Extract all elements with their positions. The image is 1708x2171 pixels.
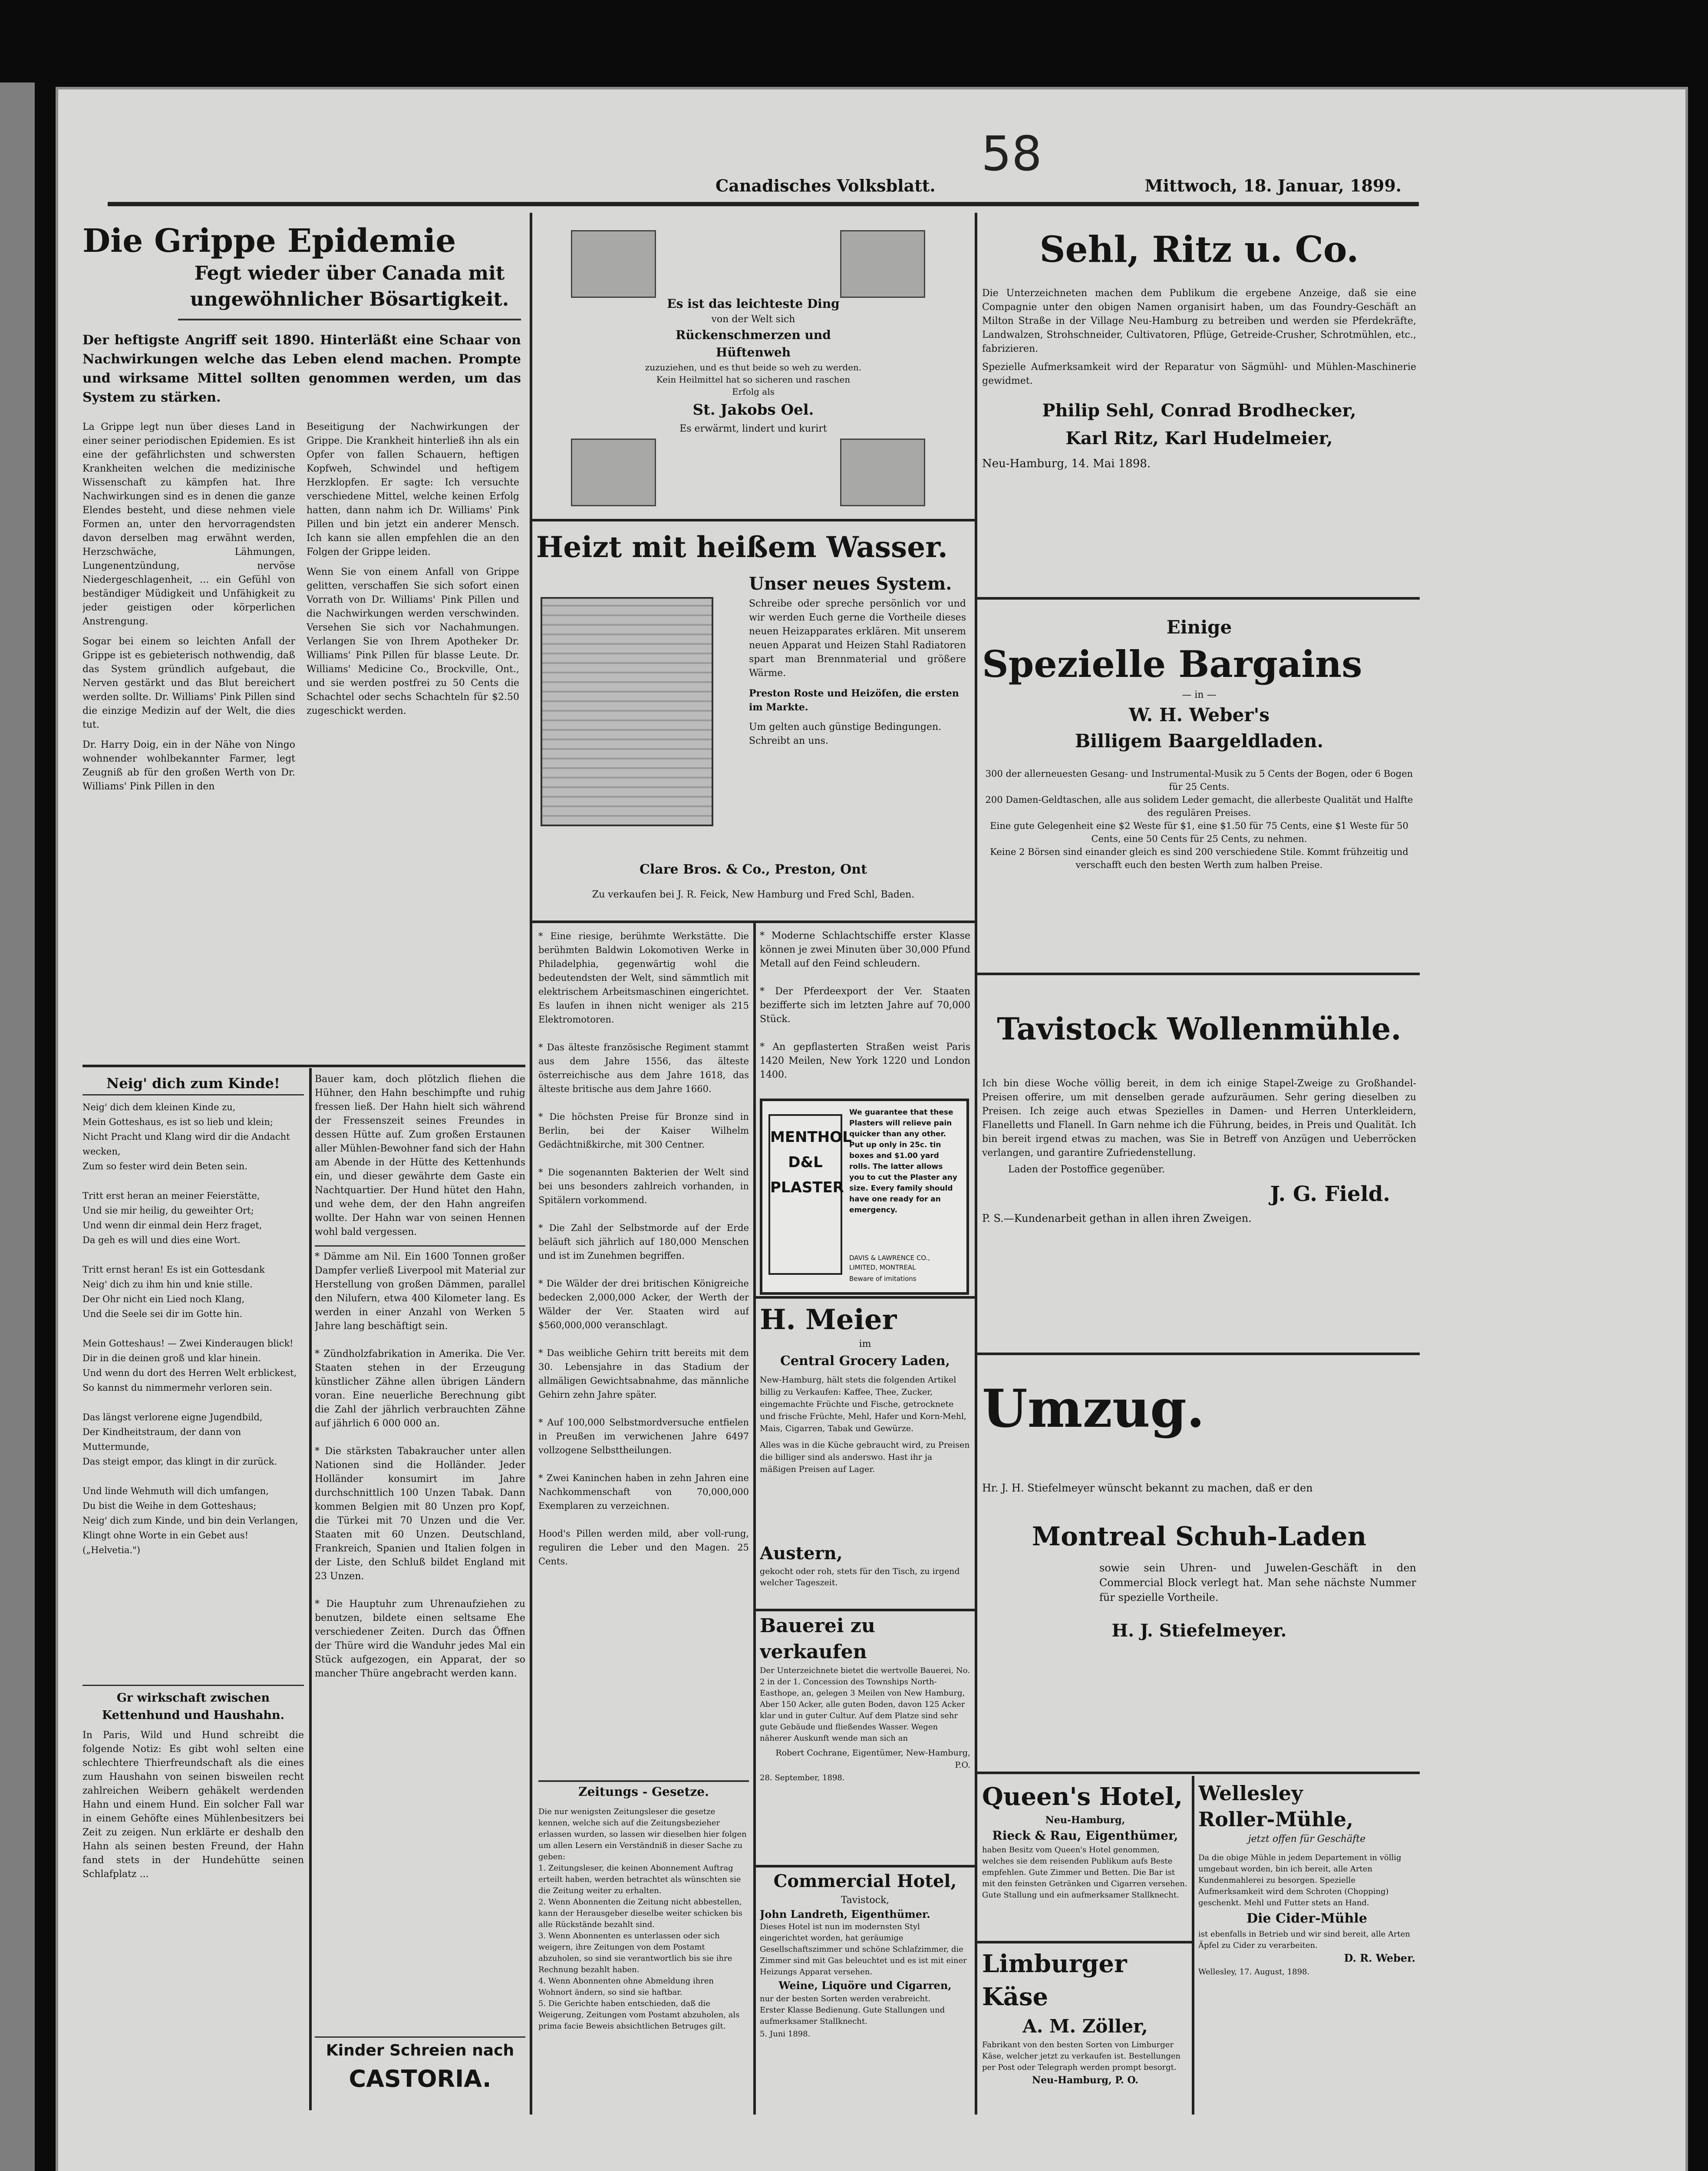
ad-date: Wellesley, 17. August, 1898. xyxy=(1198,1967,1310,1976)
meier-ad xyxy=(760,1303,970,1563)
oyster-ad xyxy=(760,1541,970,1607)
umzug-ad xyxy=(982,1376,1416,1763)
story-continuation: Bauer kam, doch plötzlich fliehen die Hühner, den Hahn beschimpfte und ruhig fressen ließ. Der Hahn hielt sich während der Fressenszeit seines Freundes in dessen Hütte auf. Zum großen Erstaunen aller Mühlen-Bewohner fand sich der Hahn am Abende in der Hütte des Kettenhunds ein, und dieser gewährte dem Gaste ein Nachtquartier. Der Hund hütet den Hahn, und wehe dem, der den Hahn angreifen wollte. Der Hahn war von seinen Hennen wohl bald vergessen. xyxy=(315,1074,525,1237)
ad-text: Laden der Postoffice gegenüber. xyxy=(1008,1164,1165,1175)
hotel-owner: Rieck & Rau, Eigenthümer, xyxy=(992,1828,1178,1843)
section-rule xyxy=(532,519,975,521)
ad-text: Um gelten auch günstige Bedingungen. Schreibt an uns. xyxy=(749,722,942,746)
ad-text: Erster Klasse Bedienung. Gute Stallungen und aufmerksamer Stallknecht. xyxy=(760,2006,945,2026)
story-title: Gr wirkschaft zwischen Kettenhund und Haushahn. xyxy=(82,1685,304,1724)
adjacent-page-edge xyxy=(0,82,35,2171)
hotel-location: Neu-Hamburg, xyxy=(1045,1815,1125,1826)
illustration xyxy=(571,439,656,506)
ad-text: Alles was in die Küche gebraucht wird, zu Preisen die billiger sind als anderswo. Hast ihr ja mäßigen Preisen auf Lager. xyxy=(760,1440,970,1474)
hotel-name: Queen's Hotel, xyxy=(982,1782,1183,1811)
ad-date: 5. Juni 1898. xyxy=(760,2029,811,2039)
notes-column xyxy=(315,1072,525,2028)
ad-date: Neu-Hamburg, 14. Mai 1898. xyxy=(982,457,1151,470)
plaster-brand: MENTHOL D&L PLASTER xyxy=(768,1114,842,1275)
sehl-ritz-ad xyxy=(982,226,1416,573)
column-rule xyxy=(309,1068,312,2110)
ad-text: 300 der allerneuesten Gesang- und Instrumental-Musik zu 5 Cents der Bogen, oder 6 Bogen für 25 Cents. 200 Damen-Geldtaschen, alle aus solidem Leder gemacht, die allerbeste Qualität und Halfte des regulären Preises. Eine gute Gelegenheit eine $2 Weste für $1, eine $1.50 für 75 Cents, eine $1 Weste für 50 Cents, eine 50 Cents für 25 Cents, zu nehmen. Keine 2 Börsen sind einander gleich es sind 200 verschiedene Stile. Kommt frühzeitig und verschafft euch den besten Werth zum halben Preise. xyxy=(985,769,1413,870)
manufacturer: Clare Bros. & Co., Preston, Ont xyxy=(640,862,867,877)
misc-notes xyxy=(538,929,749,1780)
weber-bargains-ad xyxy=(982,614,1416,957)
news-notes: * Dämme am Nil. Ein 1600 Tonnen großer Dampfer verließ Liverpool mit Material zur Herstellung von großen Dämmen, parallel den Nilufern, etwa 400 Kilometer lang. Es werden in einer Anzahl von Werken 5 Jahre lang beschäftigt sein. * Zündholzfabrikation in Amerika. Die Ver. Staaten stehen in der Erzeugung künstlicher Zähne allen übrigen Ländern voran. Eine neuerliche Berechnung gibt die Zahl der jährlich verbrauchten Zähne auf jährlich 6 000 000 an. * Die stärksten Tabakraucher unter allen Nationen sind die Holländer. Jeder Holländer konsumirt im Jahre durchschnittlich 100 Unzen Tabak. Dann kommen Belgien mit 80 Unzen pro Kopf, die Türkei mit 70 Unzen und die Ver. Staaten mit 60 Unzen. Deutschland, Frankreich, Spanien und Italien folgen in der Liste, den Schluß bildet England mit 23 Unzen. * Die Hauptuhr zum Uhrenaufziehen zu benutzen, bildete einen seltsame Ehe verschiedener Zeiten. Durch das Öffnen der Thüre wird die Wanduhr jedes Mal ein Stück aufgezogen, ein Apparat, der so mancher Thüre angebracht werden kann. xyxy=(315,1245,525,1681)
section-rule xyxy=(755,1296,975,1299)
ad-subhead: Unser neues System. xyxy=(749,574,952,594)
roller-mill-ad xyxy=(1198,1780,1415,2110)
section-rule xyxy=(977,1772,1420,1774)
ad-subhead: Die Cider-Mühle xyxy=(1246,1911,1367,1926)
article-title: Die Grippe Epidemie xyxy=(82,222,456,260)
poem xyxy=(82,1072,304,1680)
mill-name: Wellesley xyxy=(1198,1782,1303,1805)
column-rule xyxy=(530,213,532,2115)
hotel-name: Commercial Hotel, xyxy=(773,1871,957,1891)
column-rule xyxy=(1192,1776,1194,2115)
ad-line: zuzuziehen, und es thut beide so weh zu werden. Kein Heilmittel hat so sicheren und raschen Erfolg als xyxy=(645,362,862,397)
commercial-hotel-ad xyxy=(760,1869,970,2112)
article-paragraph: La Grippe legt nun über dieses Land in einer seiner periodischen Epidemien. Es ist eine der gefährlichsten und schwersten Krankheiten welchen die medizinische Wissenschaft zu kämpfen hat. Ihre Nachwirkungen sind es in denen die ganze Elendes besteht, und diese nehmen viele Formen an, unter den hervorragendsten davon derselben mag erwähnt werden, Herzschwäche, Lähmungen, Lungenentzündung, nervöse Niedergeschlagenheit, ... ein Gefühl von beständiger Müdigkeit und Unfähigkeit zu jeder geistigen oder körperlichen Anstrengung. xyxy=(82,422,295,627)
section-rule xyxy=(977,1941,1192,1943)
ad-line: Rückenschmerzen und Hüftenweh xyxy=(676,328,831,360)
castoria-ad xyxy=(315,2036,525,2107)
ad-line: Es ist das leichteste Ding xyxy=(667,297,840,311)
handwritten-annotation: 58 xyxy=(981,126,1042,181)
column-rule xyxy=(753,921,756,2115)
ad-line: — in — xyxy=(1182,690,1217,700)
partner-names: Philip Sehl, Conrad Brodhecker, xyxy=(1042,400,1356,421)
ad-headline: Bauerei zu verkaufen xyxy=(760,1615,875,1663)
wollenmuehle-ad xyxy=(982,1007,1416,1355)
page-header xyxy=(108,176,1419,206)
furnace-illustration xyxy=(541,597,713,826)
plaster-warning: Beware of imitations xyxy=(849,1275,917,1283)
article-subtitle: ungewöhnlicher Bösartigkeit. xyxy=(178,287,521,320)
article-lead: Der heftigste Angriff seit 1890. Hinterläßt eine Schaar von Nachwirkungen welche das Leben elend machen. Prompte und wirksame Mittel sollten genommen werden, um das System zu stärken. xyxy=(82,333,521,405)
ad-text: New-Hamburg, hält stets die folgenden Artikel billig zu Verkaufen: Kaffee, Thee, Zucker, eingemachte Früchte und Fische, getrocknete und frische Früchte, Mehl, Hafer und Korn-Mehl, Mais, Cigarren, Tabak und Gewürze. xyxy=(760,1375,967,1433)
ad-headline: Austern, xyxy=(760,1543,843,1564)
ad-location: Neu-Hamburg, P. O. xyxy=(1032,2075,1138,2086)
hot-water-ad xyxy=(536,528,970,918)
grippe-article xyxy=(82,221,521,1068)
hotel-location: Tavistock, xyxy=(841,1895,890,1906)
ad-product: St. Jakobs Oel. xyxy=(692,401,814,419)
ad-tagline: Es erwärmt, lindert und kurirt xyxy=(679,423,827,434)
queens-hotel-ad xyxy=(982,1780,1188,1976)
ad-text: Weine, Liquöre und Cigarren, xyxy=(778,1979,952,1992)
seller-signature: Robert Cochrane, Eigentümer, New-Hamburg, P.O. xyxy=(775,1748,970,1770)
hotel-owner: John Landreth, Eigenthümer. xyxy=(760,1908,930,1920)
ad-text: gekocht oder roh, stets für den Tisch, zu irgend welcher Tageszeit. xyxy=(760,1567,960,1587)
plaster-maker: DAVIS & LAWRENCE CO., LIMITED, MONTREAL xyxy=(849,1254,930,1271)
firm-name: Sehl, Ritz u. Co. xyxy=(1039,229,1359,271)
shop-name: Billigem Baargeldladen. xyxy=(1075,730,1324,752)
ad-text: Spezielle Aufmerksamkeit wird der Reparatur von Sägmühl- und Mühlen-Maschinerie gewidmet. xyxy=(982,362,1416,386)
ad-headline: Spezielle Bargains xyxy=(982,643,1362,686)
law-text: Die nur wenigsten Zeitungsleser die gesetze kennen, welche sich auf die Zeitungsbezieher erlassen wurden, so lassen wir dieselben hier folgen um allen Lesern ein Verständniß in dieser Sache zu geben: 1. Zeitungsleser, die keinen Abonnement Auftrag erteilt haben, werden betrachtet als wünschten sie die Zeitung weiter zu erhalten. 2. Wenn Abonnenten die Zeitung nicht abbestellen, kann der Herausgeber dieselbe weiter schicken bis alle Rückstände bezahlt sind. 3. Wenn Abonnenten es unterlassen oder sich weigern, ihre Zeitungen von dem Postamt abzuholen, so sind sie verantwortlich bis sie ihre Rechnung bezahlt haben. 4. Wenn Abonnenten ohne Abmeldung ihren Wohnort ändern, so sind sie haftbar. 5. Die Gerichte haben entschieden, daß die Weigerung, Zeitungen vom Postamt abzuholen, als prima facie Beweis absichtlichen Betruges gilt. xyxy=(538,1807,747,2031)
illustration xyxy=(840,439,925,506)
st-jakobs-oel-ad xyxy=(536,221,970,517)
section-rule xyxy=(82,1065,525,1067)
section-rule xyxy=(977,597,1420,600)
castoria-brand: CASTORIA. xyxy=(349,2065,491,2092)
store-name: Montreal Schuh-Laden xyxy=(1032,1521,1367,1552)
ad-text: Dieses Hotel ist nun im modernsten Styl eingerichtet worden, hat geräumige Gesellschaftszimmer und schöne Schlafzimmer, die Zimmer sind mit Gas beleuchtet und es ist mit einer Heizungs Apparat versehen. xyxy=(760,1922,967,1976)
story-text: In Paris, Wild und Hund schreibt die folgende Notiz: Es gibt wohl selten eine schlechtere Thierfreundschaft als die eines zum Haushahn von seinen bisweilen recht zahlreichen Weibern gehäkelt werdenden Hahn und einem Hund. Ein solcher Fall war in einem Gehöfte eines Mühlenbesitzers bei Zeit zu zeigen. Nun erklärte er deshalb den Hahn als seinen besten Freund, der Hahn fand stets in der Hundehütte seinen Schlafplatz ... xyxy=(82,1730,304,1880)
ad-signature: H. J. Stiefelmeyer. xyxy=(1111,1620,1287,1641)
masthead: Canadisches Volksblatt. xyxy=(716,176,936,195)
news-notes: * Eine riesige, berühmte Werkstätte. Die berühmten Baldwin Lokomotiven Werke in Philadelphia, gegenwärtig wohl die bedeutendsten der Welt, sind sämmtlich mit elektrischem Arbeitsmaschinen eingerichtet. Es laufen in ihnen nicht weniger als 215 Elektromotoren. * Das älteste französische Regiment stammt aus dem Jahre 1556, das älteste österreichische aus dem Jahre 1618, das älteste britische aus dem Jahre 1660. * Die höchsten Preise für Bronze sind in Berlin, bei der Kaiser Wilhelm Gedächtnißkirche, mit 300 Centner. * Die sogenannten Bakterien der Welt sind bei uns besonders zahlreich vorhanden, in Spitälern vorkommend. * Die Zahl der Selbstmorde auf der Erde beläuft sich jährlich auf 180,000 Menschen und ist im Zunehmen begriffen. * Die Wälder der drei britischen Königreiche bedecken 2,000,000 Acker, der Werth der Wälder der Ver. Staaten wird auf $560,000,000 veranschlagt. * Das weibliche Gehirn tritt bereits mit dem 30. Lebensjahre in das Stadium der allmäligen Gewichtsabnahme, das männliche Gehirn zehn Jahre später. * Auf 100,000 Selbstmordversuche entfielen in Preußen im verwichenen Jahre 6497 vollzogene Selbsttheilungen. * Zwei Kaninchen haben in zehn Jahren eine Nachkommenschaft von 70,000,000 Exemplaren zu verzeichnen. Hood's Pillen werden mild, aber voll-rung, reguliren die Leber und den Magen. 25 Cents. xyxy=(538,931,749,1567)
ad-headline: Heizt mit heißem Wasser. xyxy=(536,530,948,564)
ad-text: sowie sein Uhren- und Juwelen-Geschäft in den Commercial Block verlegt hat. Man sehe nächste Nummer für spezielle Vortheile. xyxy=(1099,1562,1416,1604)
ad-text: Schreibe oder spreche persönlich vor und wir werden Euch gerne die Vortheile dieses neuen Heizapparates erklären. Mit unserem neuen Apparat und Heizen Stahl Radiatoren spart man Brennmaterial und größere Wärme. xyxy=(749,598,966,679)
limburger-ad xyxy=(982,1947,1188,2112)
section-rule xyxy=(532,921,975,923)
farm-sale-ad xyxy=(760,1613,970,1856)
article-paragraph: Beseitigung der Nachwirkungen der Grippe. Die Krankheit hinterließ ihn als ein Opfer von fallen Schauern, heftigen Kopfweh, Schwindel und heftigem Herzklopfen. Er sagte: Ich versuchte verschiedene Mittel, welche keinen Erfolg hatten, dann nahm ich Dr. Williams' Pink Pillen und bin jetzt ein anderer Mensch. Ich kann sie allen empfehlen die an den Folgen der Grippe leiden. xyxy=(307,422,519,558)
article-paragraph: Sogar bei einem so leichten Anfall der Grippe ist es gebieterisch nothwendig, daß das System gründlich aufgebaut, die Nerven gestärkt und das Blut bereichert werden sollte. Dr. Williams' Pink Pillen sind die einzige Medizin auf der Welt, die dies tut. xyxy=(82,636,295,730)
ad-line: von der Welt sich xyxy=(711,314,795,325)
ad-text: Ich bin diese Woche völlig bereit, in dem ich einige Stapel-Zweige zu Großhandel-Preisen offerire, um mit denselben gerade aufzuräumen. Sehr gering dieselben zu Preisen. Ich zeige auch etwas Spezielles in Damen- und Herren Unterkleidern, Flanelletts und Flanell. In Garn nehme ich die Führung, beides, in Preis und Qualität. Ich bin bereit irgend etwas zu machen, was Sie in Betreff von Anzügen und Ueberröcken verlangen, und garantire Zufriedenstellung. xyxy=(982,1078,1416,1158)
store-name: Central Grocery Laden, xyxy=(780,1353,950,1369)
ad-text: Hr. J. H. Stiefelmeyer wünscht bekannt zu machen, daß er den xyxy=(982,1482,1313,1494)
section-rule xyxy=(755,1609,975,1611)
section-rule xyxy=(755,1865,975,1867)
ad-signature: J. G. Field. xyxy=(1270,1182,1390,1206)
ad-text: Der Unterzeichnete bietet die wertvolle Bauerei, No. 2 in der 1. Concession des Townships North-Easthope, an, gelegen 3 Meilen von New Hamburg, Aber 150 Acker, alle guten Boden, davon 125 Acker klar und in guter Cultur. Auf dem Platze sind sehr gute Gebäude und fließendes Wasser. Wegen näherer Auskunft wende man sich an xyxy=(760,1666,970,1743)
shop-name: W. H. Weber's xyxy=(1129,704,1269,726)
dealer-line: Zu verkaufen bei J. R. Feick, New Hamburg und Fred Schl, Baden. xyxy=(592,889,915,900)
story xyxy=(82,1685,304,2110)
merchant-name: A. M. Zöller, xyxy=(1022,2016,1148,2037)
section-rule xyxy=(977,973,1420,975)
ad-text: Preston Roste und Heizöfen, die ersten im Markte. xyxy=(749,688,959,713)
illustration xyxy=(840,230,925,298)
article-paragraph: Dr. Harry Doig, ein in der Nähe von Ningo wohnender wohlbekannter Farmer, legt Zeugniß ab für den großen Werth von Dr. Williams' Pink Pillen in den xyxy=(82,739,295,792)
mill-name: Roller-Mühle, xyxy=(1198,1808,1354,1831)
ad-line: Einige xyxy=(1166,617,1232,638)
article-subtitle: Fegt wieder über Canada mit xyxy=(194,262,505,284)
poem-title: Neig' dich zum Kinde! xyxy=(82,1072,304,1095)
ad-text: jetzt offen für Geschäfte xyxy=(1248,1834,1366,1844)
ad-text: Fabrikant von den besten Sorten von Limburger Käse, welcher jetzt zu verkaufen ist. Bestellungen per Post oder Telegraph werden prompt besorgt. xyxy=(982,2040,1181,2072)
news-notes: * Moderne Schlachtschiffe erster Klasse können je zwei Minuten über 30,000 Pfund Metall auf den Feind schleudern. * Der Pferdeexport der Ver. Staaten bezifferte sich im letzten Jahre auf 70,000 Stück. * An gepflasterten Straßen weist Paris 1420 Meilen, New York 1220 und London 1400. xyxy=(760,930,970,1080)
ad-text: haben Besitz vom Queen's Hotel genommen, welches sie dem reisenden Publikum aufs Beste empfehlen. Gute Zimmer und Betten. Die Bar ist mit den feinsten Getränken und Cigarren versehen. Gute Stallung und ein aufmerksamer Stallknecht. xyxy=(982,1845,1187,1900)
dateline: Mittwoch, 18. Januar, 1899. xyxy=(1144,176,1401,195)
newspaper-laws xyxy=(538,1806,749,2110)
column-rule xyxy=(975,213,977,2115)
merchant-name: H. Meier xyxy=(760,1303,897,1336)
ad-text: Da die obige Mühle in jedem Departement in völlig umgebaut worden, bin ich bereit, alle Arten Kundenmahlerei zu besorgen. Spezielle Aufmerksamkeit wird dem Schroten (Chopping) geschenkt. Mehl und Futter stets an Hand. xyxy=(1198,1853,1401,1907)
ad-date: 28. September, 1898. xyxy=(760,1773,845,1782)
ad-text: P. S.—Kundenarbeit gethan in allen ihren Zweigen. xyxy=(982,1212,1252,1224)
illustration xyxy=(571,230,656,298)
ad-headline: Tavistock Wollenmühle. xyxy=(997,1011,1401,1047)
castoria-line: Kinder Schreien nach xyxy=(326,2042,514,2059)
section-rule xyxy=(977,1353,1420,1355)
law-title: Zeitungs - Gesetze. xyxy=(538,1780,749,1802)
ad-text: im xyxy=(859,1339,871,1349)
misc-notes-right xyxy=(760,929,970,1094)
ad-text: ist ebenfalls in Betrieb und wir sind bereit, alle Arten Äpfel zu Cider zu verarbeiten. xyxy=(1198,1930,1410,1950)
article-paragraph: Wenn Sie von einem Anfall von Grippe gelitten, verschaffen Sie sich sofort einen Vorrath von Dr. Williams' Pink Pillen und die Nachwirkungen werden verschwinden. Versehen Sie sich vor Nachahmungen. Verlangen Sie von Ihrem Apotheker Dr. Williams' Pink Pillen für blasse Leute. Dr. Williams' Medicine Co., Brockville, Ont., und sie werden postfrei zu 50 Cents die Schachtel oder sechs Schachteln für $2.50 zugeschickt werden. xyxy=(307,567,519,716)
ad-signature: D. R. Weber. xyxy=(1344,1952,1415,1964)
ad-headline: Umzug. xyxy=(982,1378,1205,1439)
ad-headline: Limburger Käse xyxy=(982,1950,1127,2011)
menthol-plaster-ad xyxy=(760,1099,969,1295)
ad-text: nur der besten Sorten werden verabreicht. xyxy=(760,1994,931,2003)
partner-names: Karl Ritz, Karl Hudelmeier, xyxy=(1065,428,1333,449)
plaster-text: We guarantee that these Plasters will relieve pain quicker than any other. Put up only in 25c. tin boxes and $1.00 yard rolls. The latter allows you to cut the Plaster any size. Every family should have one ready for an emergency. xyxy=(849,1108,957,1214)
ad-text: Die Unterzeichneten machen dem Publikum die ergebene Anzeige, daß sie eine Compagnie unter den obigen Namen organisirt haben, um das Foundry-Geschäft an Milton Straße in der Village Neu-Hamburg zu betreiben und werden sie Pferdekräfte, Landwalzen, Strohschneider, Cultivatoren, Pflüge, Getreide-Crusher, Schrotmühlen, etc., fabrizieren. xyxy=(982,288,1416,354)
poem-text: Neig' dich dem kleinen Kinde zu, Mein Gotteshaus, es ist so lieb und klein; Nicht Pracht und Klang wird dir die Andacht wecken, Zum so fester wird dein Beten sein. Tritt erst heran an meiner Feierstätte, Und sie mir heilig, du geweihter Ort; Und wenn dir einmal dein Herz fraget, Da geh es will und dies eine Wort. Tritt ernst heran! Es ist ein Gottesdank Neig' dich zu ihm hin und knie stille. Der Ohr nicht ein Lied noch Klang, Und die Seele sei dir im Gotte hin. Mein Gotteshaus! — Zwei Kinderaugen blick! Dir in die deinen groß und klar hinein. Und wenn du dort des Herren Welt erblickest, So kannst du nimmermehr verloren sein. Das längst verlorene eigne Jugendbild, Der Kindheitstraum, der dann von Muttermunde, Das steigt empor, das klingt in dir zurück. Und linde Wehmuth will dich umfangen, Du bist die Weihe in dem Gotteshaus; Neig' dich zum Kinde, und bin dein Verlangen, Klingt ohne Worte in ein Gebet aus! („Helvetia.") xyxy=(82,1102,298,1555)
